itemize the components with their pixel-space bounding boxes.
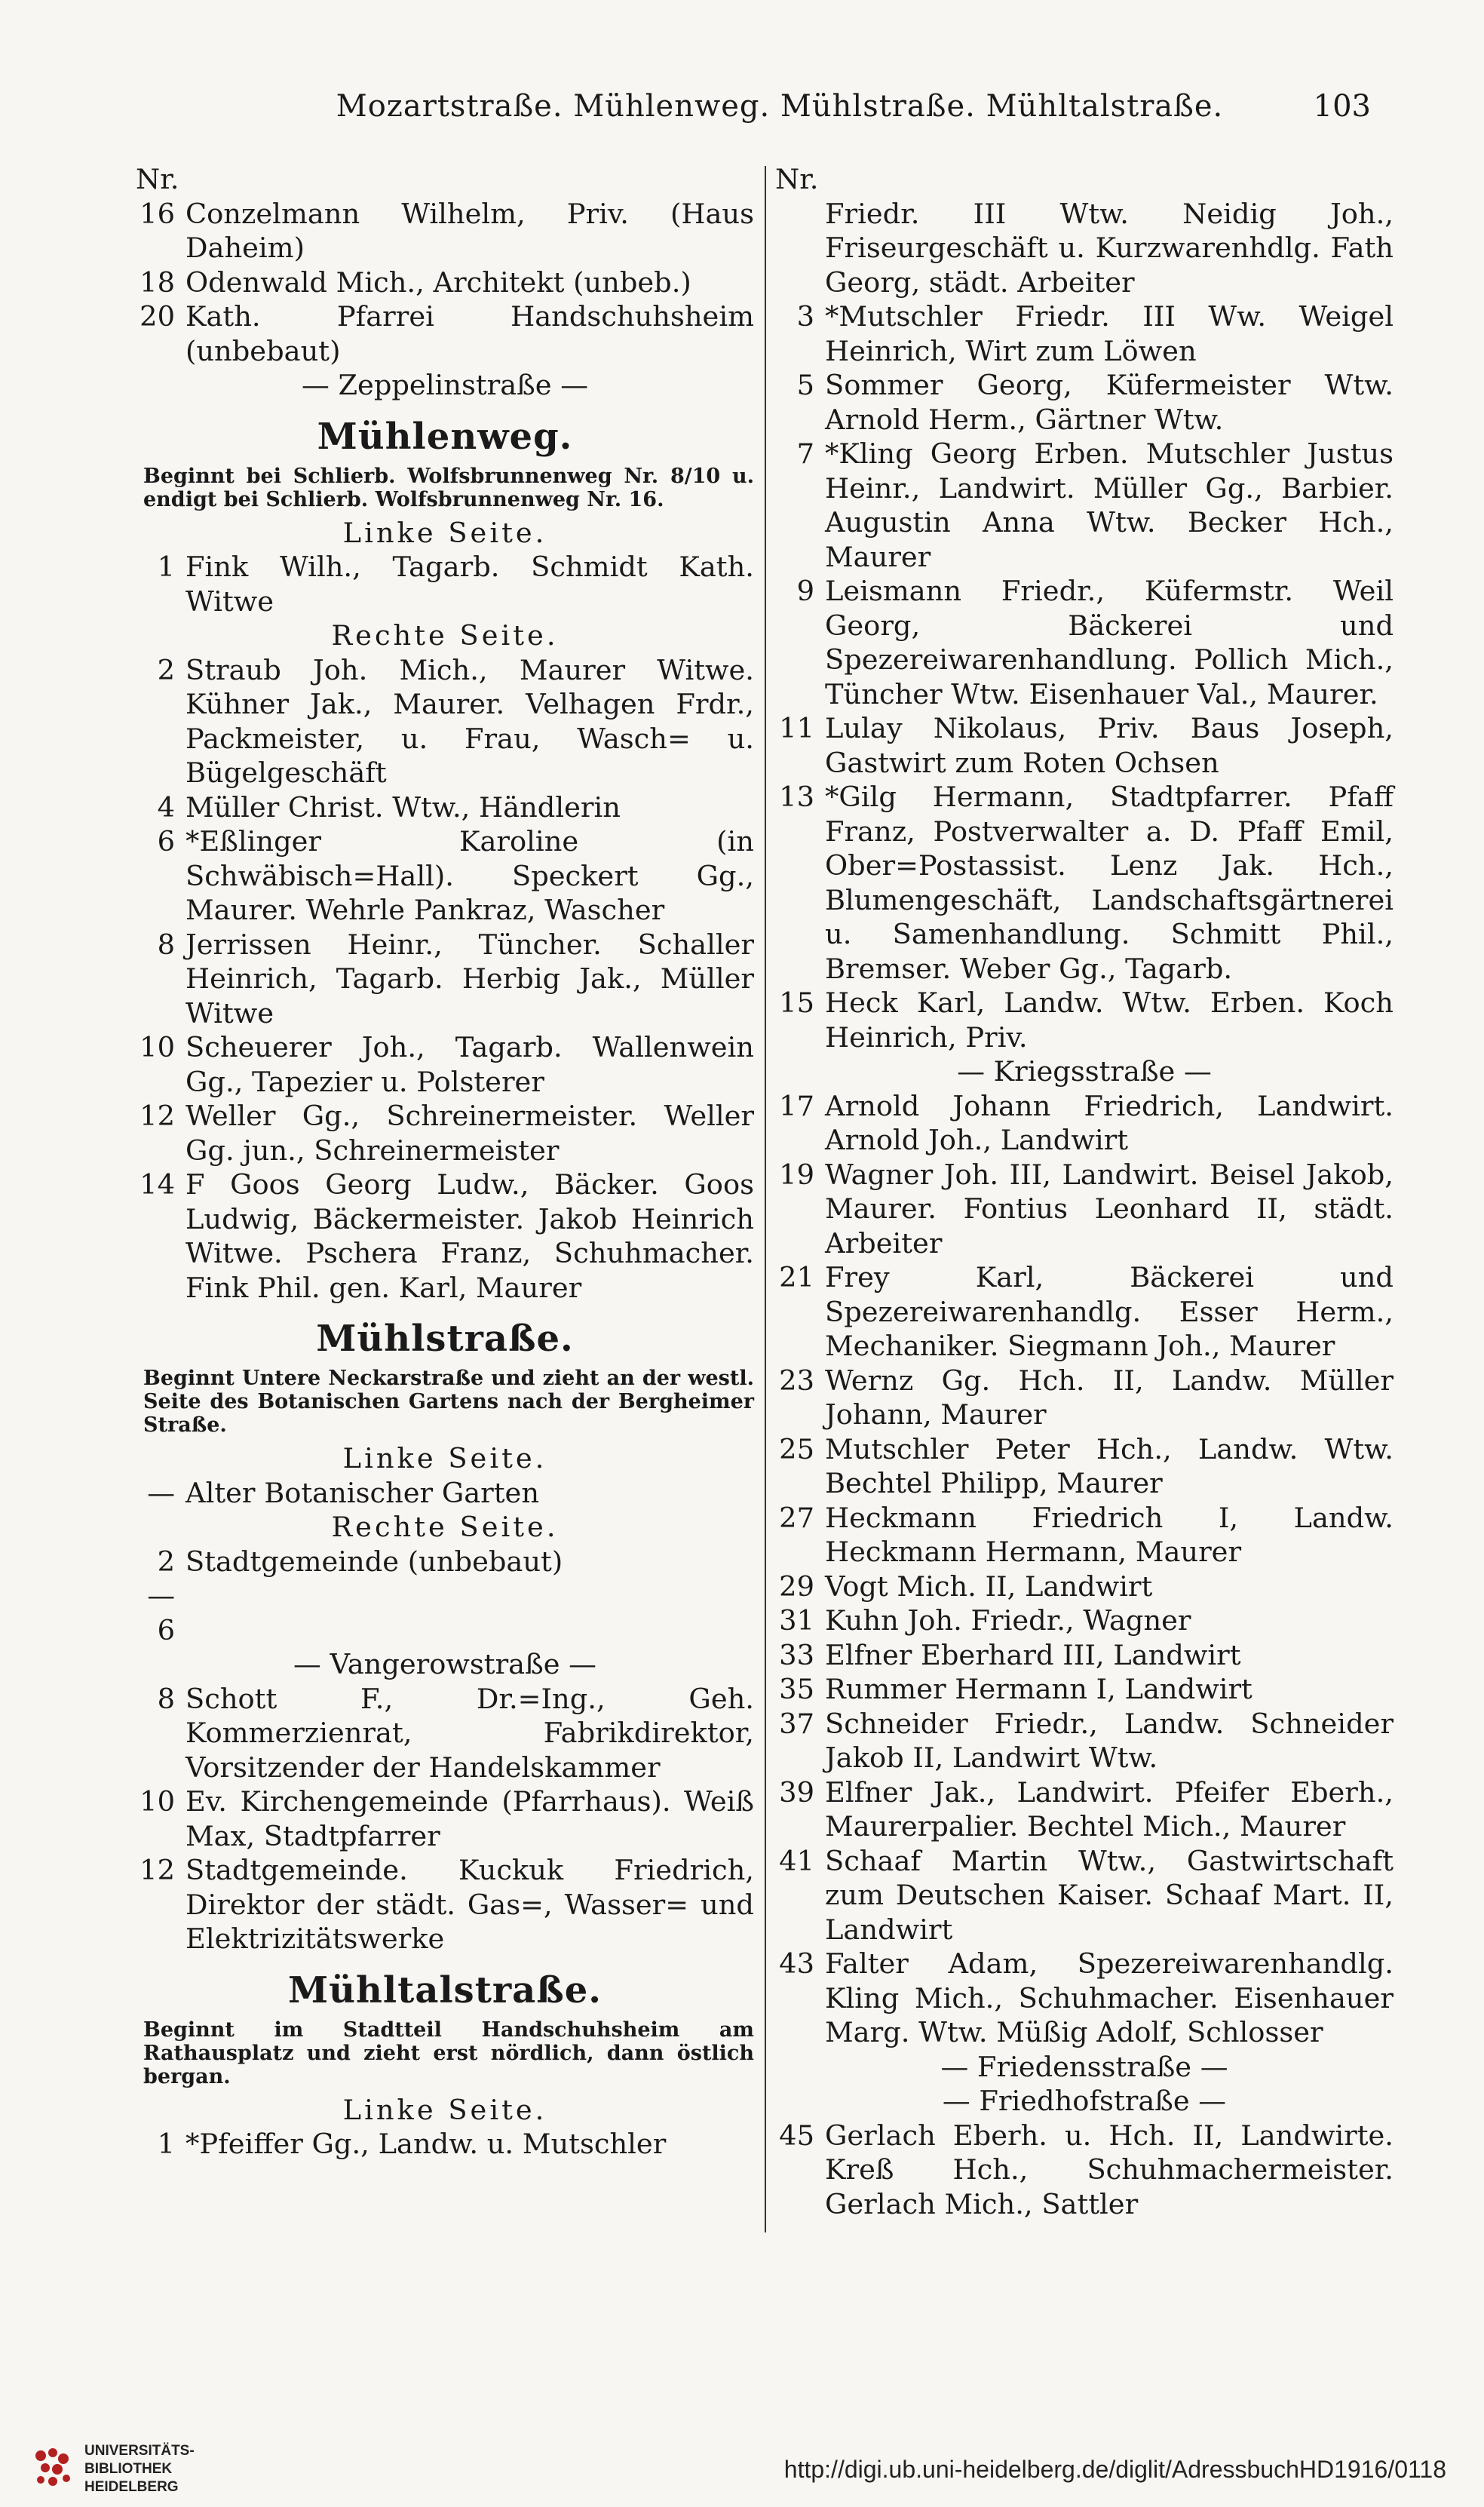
resident-text: Wagner Joh. III, Landwirt. Beisel Jakob, Maurer. Fontius Leonhard II, städt. Arbeiter	[825, 1158, 1394, 1260]
resident-text: Rummer Hermann I, Landwirt	[825, 1673, 1253, 1705]
resident-text: Gerlach Eberh. u. Hch. II, Landwirte. Kreß Hch., Schuhmachermeister. Gerlach Mich., Sattler	[825, 2119, 1394, 2220]
entry-row	[136, 197, 754, 265]
resident-text: Mutschler Peter Hch., Landw. Wtw. Bechtel Philipp, Maurer	[825, 1432, 1394, 1499]
entry-row	[775, 1638, 1394, 1673]
logo-line-3: HEIDELBERG	[84, 2479, 179, 2495]
resident-text: Stadtgemeinde. Kuckuk Friedrich, Direktor der städt. Gas=, Wasser= und Elektrizitätswerke	[186, 1854, 754, 1955]
entry-row	[136, 1853, 754, 1956]
muehltalstrasse-entries	[775, 299, 1394, 1054]
house-number: 23	[779, 1364, 814, 1397]
source-url-link[interactable]: http://digi.ub.uni-heidelberg.de/diglit/AdressbuchHD1916/0118	[783, 2456, 1446, 2483]
entry-row	[775, 1707, 1394, 1775]
resident-text: Jerrissen Heinr., Tüncher. Schaller Heinrich, Tagarb. Herbig Jak., Müller Witwe	[186, 928, 754, 1029]
house-number: 8	[157, 928, 175, 961]
resident-text: Conzelmann Wilhelm, Priv. (Haus Daheim)	[186, 197, 754, 264]
resident-text: F Goos Georg Ludw., Bäcker. Goos Ludwig, Bäckermeister. Jakob Heinrich Witwe. Pschera Franz, Schuhmacher. Fink Phil. gen. Karl, Maurer	[186, 1168, 754, 1304]
page-header	[151, 89, 1409, 142]
resident-text: *Pfeiffer Gg., Landw. u. Mutschler	[186, 2128, 667, 2160]
resident-text: Leismann Friedr., Küfermstr. Weil Georg, Bäckerei und Spezereiwarenhandlung. Pollich Mich., Tüncher Wtw. Eisenhauer Val., Maurer.	[825, 575, 1394, 710]
street-description-muehlstrasse: Beginnt Untere Neckarstraße und zieht an der westl. Seite des Botanischen Gartens nach der Bergheimer Straße.	[143, 1367, 754, 1437]
column-divider	[765, 166, 766, 2232]
entry-row	[775, 780, 1394, 986]
muehlstrasse-left-entries	[136, 1476, 754, 1511]
side-heading-right: Rechte Seite.	[331, 619, 559, 652]
side-heading-right: Rechte Seite.	[331, 1511, 559, 1543]
house-number: 6	[157, 825, 175, 858]
entry-row	[136, 1099, 754, 1168]
resident-text: Fink Wilh., Tagarb. Schmidt Kath. Witwe	[186, 551, 754, 618]
entry-row	[136, 1168, 754, 1305]
house-number: 10	[140, 1031, 175, 1063]
entry-row	[136, 824, 754, 928]
resident-text: Elfner Jak., Landwirt. Pfeifer Eberh., Maurerpalier. Bechtel Mich., Maurer	[825, 1775, 1394, 1843]
resident-text: Kath. Pfarrei Handschuhsheim (unbebaut)	[186, 300, 754, 367]
entry-row	[136, 1545, 754, 1648]
entry-row	[775, 1775, 1394, 1844]
resident-text: Frey Karl, Bäckerei und Spezereiwarenhandlg. Esser Herm., Mechaniker. Siegmann Joh., Maurer	[825, 1261, 1394, 1362]
separator-friedensstrasse: — Friedensstraße —	[940, 2050, 1228, 2083]
house-number: 37	[779, 1707, 814, 1740]
entry-row	[775, 299, 1394, 368]
resident-text: Sommer Georg, Küfermeister Wtw. Arnold Herm., Gärtner Wtw.	[825, 369, 1394, 436]
resident-text: Weller Gg., Schreinermeister. Weller Gg. jun., Schreinermeister	[186, 1100, 754, 1167]
house-number: 3	[796, 300, 814, 333]
house-number: 29	[779, 1570, 814, 1603]
street-description-muehltalstrasse: Beginnt im Stadtteil Handschuhsheim am Rathausplatz und zieht erst nördlich, dann östlich bergan.	[143, 2018, 754, 2088]
house-number: —	[147, 1476, 175, 1509]
footer	[0, 2427, 1484, 2507]
entry-row	[775, 986, 1394, 1054]
house-number: 17	[779, 1089, 814, 1122]
muehltalstrasse-left-entries	[136, 2127, 754, 2162]
entry-row	[775, 1364, 1394, 1432]
library-logo	[30, 2441, 317, 2501]
side-heading-left: Linke Seite.	[342, 2093, 547, 2126]
house-number: 12	[140, 1854, 175, 1886]
left-column	[136, 162, 754, 2162]
house-number: 18	[140, 265, 175, 299]
separator-friedhofstrasse: — Friedhofstraße —	[942, 2085, 1227, 2117]
street-title-muehltalstrasse: Mühltalstraße.	[288, 1968, 602, 2011]
entry-row	[136, 265, 754, 300]
house-number: 16	[140, 197, 175, 230]
logo-line-1: UNIVERSITÄTS-	[84, 2443, 195, 2459]
house-number: 33	[779, 1638, 814, 1671]
nr-label: Nr.	[136, 163, 179, 195]
house-number: 2	[157, 653, 175, 686]
house-number: 10	[140, 1785, 175, 1818]
house-number: 25	[779, 1432, 814, 1465]
muehlenweg-right-entries	[136, 653, 754, 1306]
street-title-muehlstrasse: Mühlstraße.	[316, 1318, 574, 1360]
street-title-muehlenweg: Mühlenweg.	[317, 415, 573, 458]
entry-row	[136, 1784, 754, 1853]
house-number: 12	[140, 1100, 175, 1132]
entry-row	[136, 1476, 754, 1511]
house-number: 9	[796, 575, 814, 607]
side-heading-left: Linke Seite.	[342, 1442, 547, 1474]
resident-text: Falter Adam, Spezereiwarenhandlg. Kling Mich., Schuhmacher. Eisenhauer Marg. Wtw. Müßig Adolf, Schlosser	[825, 1947, 1394, 2048]
entry-row	[136, 790, 754, 825]
library-logo-text	[84, 2442, 195, 2496]
resident-text: Heckmann Friedrich I, Landw. Heckmann Hermann, Maurer	[825, 1501, 1394, 1568]
house-number: 13	[779, 781, 814, 813]
resident-text: Ev. Kirchengemeinde (Pfarrhaus). Weiß Max, Stadtpfarrer	[186, 1785, 754, 1852]
entry-row	[136, 299, 754, 368]
entry-row	[136, 653, 754, 790]
entry-row	[775, 1089, 1394, 1158]
house-number: 11	[779, 712, 814, 744]
house-number: 21	[779, 1261, 814, 1293]
muehltalstrasse-entries-2	[775, 1089, 1394, 2050]
entry-row	[136, 550, 754, 618]
house-number: 2—6	[147, 1545, 175, 1646]
muehlstrasse-right-entries-2	[136, 1682, 754, 1956]
resident-text: Müller Christ. Wtw., Händlerin	[186, 790, 621, 824]
entry-row	[775, 1947, 1394, 2050]
separator-zeppelinstrasse: — Zeppelinstraße —	[301, 369, 588, 401]
resident-text: Schott F., Dr.=Ing., Geh. Kommerzienrat, Fabrikdirektor, Vorsitzender der Handelskammer	[186, 1682, 754, 1784]
muehlstrasse-right-entries	[136, 1545, 754, 1648]
house-number: 7	[796, 437, 814, 470]
entry-row	[136, 1682, 754, 1785]
resident-text: Straub Joh. Mich., Maurer Witwe. Kühner Jak., Maurer. Velhagen Frdr., Packmeister, u. Frau, Wasch= u. Bügelgeschäft	[186, 653, 754, 789]
resident-text: Wernz Gg. Hch. II, Landw. Müller Johann, Maurer	[825, 1364, 1394, 1431]
resident-text: *Gilg Hermann, Stadtpfarrer. Pfaff Franz, Postverwalter a. D. Pfaff Emil, Ober=Postassist. Lenz Jak. Hch., Blumengeschäft, Landschaftsgärtnerei u. Samenhandlung. Schmitt Phil., Bremser. Weber Gg., Tagarb.	[825, 781, 1394, 985]
entry-row	[775, 711, 1394, 780]
separator-kriegsstrasse: — Kriegsstraße —	[957, 1055, 1212, 1088]
house-number: 19	[779, 1158, 814, 1191]
nr-label: Nr.	[775, 163, 819, 195]
house-number: 45	[779, 2119, 814, 2152]
house-number: 1	[157, 551, 175, 583]
logo-line-2: BIBLIOTHEK	[84, 2461, 173, 2477]
house-number: 15	[779, 987, 814, 1019]
entry-row	[136, 2127, 754, 2162]
library-logo-icon	[30, 2445, 75, 2490]
entry-row	[775, 1432, 1394, 1501]
house-number: 27	[779, 1501, 814, 1534]
page-number: 103	[1313, 89, 1371, 124]
entry-row	[775, 1844, 1394, 1947]
street-description-muehlenweg: Beginnt bei Schlierb. Wolfsbrunnenweg Nr. 8/10 u. endigt bei Schlierb. Wolfsbrunnenweg Nr. 16.	[143, 464, 754, 511]
resident-text: Elfner Eberhard III, Landwirt	[825, 1638, 1241, 1671]
resident-text: Stadtgemeinde (unbebaut)	[186, 1545, 563, 1578]
resident-text: Schaaf Martin Wtw., Gastwirtschaft zum Deutschen Kaiser. Schaaf Mart. II, Landwirt	[825, 1844, 1394, 1946]
entry-row	[775, 2119, 1394, 2222]
house-number: 31	[779, 1604, 814, 1637]
resident-text: Alter Botanischer Garten	[186, 1476, 540, 1509]
entry-row	[775, 1603, 1394, 1638]
entry-row	[775, 437, 1394, 574]
resident-text: *Eßlinger Karoline (in Schwäbisch=Hall). Speckert Gg., Maurer. Wehrle Pankraz, Wascher	[186, 825, 754, 926]
resident-text: *Kling Georg Erben. Mutschler Justus Heinr., Landwirt. Müller Gg., Barbier. Augustin Anna Wtw. Becker Hch., Maurer	[825, 437, 1394, 573]
resident-text: Odenwald Mich., Architekt (unbeb.)	[186, 265, 691, 299]
separator-vangerowstrasse: — Vangerowstraße —	[293, 1648, 596, 1680]
resident-text: Schneider Friedr., Landw. Schneider Jakob II, Landwirt Wtw.	[825, 1707, 1394, 1774]
right-column	[775, 162, 1394, 2221]
entry-row	[775, 1501, 1394, 1570]
house-number: 20	[140, 300, 175, 333]
resident-text: Kuhn Joh. Friedr., Wagner	[825, 1604, 1191, 1637]
continuation-entry: Friedr. III Wtw. Neidig Joh., Friseurgeschäft u. Kurzwarenhdlg. Fath Georg, städt. Arbeiter	[825, 197, 1394, 299]
resident-text: Lulay Nikolaus, Priv. Baus Joseph, Gastwirt zum Roten Ochsen	[825, 712, 1394, 779]
resident-text: Vogt Mich. II, Landwirt	[825, 1570, 1153, 1603]
entry-row	[775, 1158, 1394, 1261]
resident-text: Scheuerer Joh., Tagarb. Wallenwein Gg., Tapezier u. Polsterer	[186, 1031, 754, 1098]
entry-row	[775, 1672, 1394, 1707]
muehlenweg-left-entries	[136, 550, 754, 618]
house-number: 41	[779, 1844, 814, 1877]
resident-text: Arnold Johann Friedrich, Landwirt. Arnold Joh., Landwirt	[825, 1089, 1394, 1156]
entry-row	[136, 1030, 754, 1099]
house-number: 35	[779, 1673, 814, 1705]
page-title: Mozartstraße. Mühlenweg. Mühlstraße. Mühltalstraße.	[336, 89, 1224, 124]
house-number: 14	[140, 1168, 175, 1201]
side-heading-left: Linke Seite.	[342, 516, 547, 549]
house-number: 8	[157, 1682, 175, 1715]
house-number: 4	[157, 790, 175, 824]
entry-row	[775, 1260, 1394, 1364]
house-number: 39	[779, 1775, 814, 1809]
mozartstrasse-entries	[136, 197, 754, 369]
muehltalstrasse-entries-3	[775, 2119, 1394, 2222]
entry-row	[775, 368, 1394, 437]
resident-text: Heck Karl, Landw. Wtw. Erben. Koch Heinrich, Priv.	[825, 987, 1394, 1054]
resident-text: *Mutschler Friedr. III Ww. Weigel Heinrich, Wirt zum Löwen	[825, 300, 1394, 367]
entry-row	[775, 574, 1394, 711]
house-number: 5	[796, 369, 814, 401]
entry-row	[136, 928, 754, 1031]
entry-row	[775, 1570, 1394, 1604]
house-number: 43	[779, 1947, 814, 1980]
house-number: 1	[157, 2128, 175, 2160]
